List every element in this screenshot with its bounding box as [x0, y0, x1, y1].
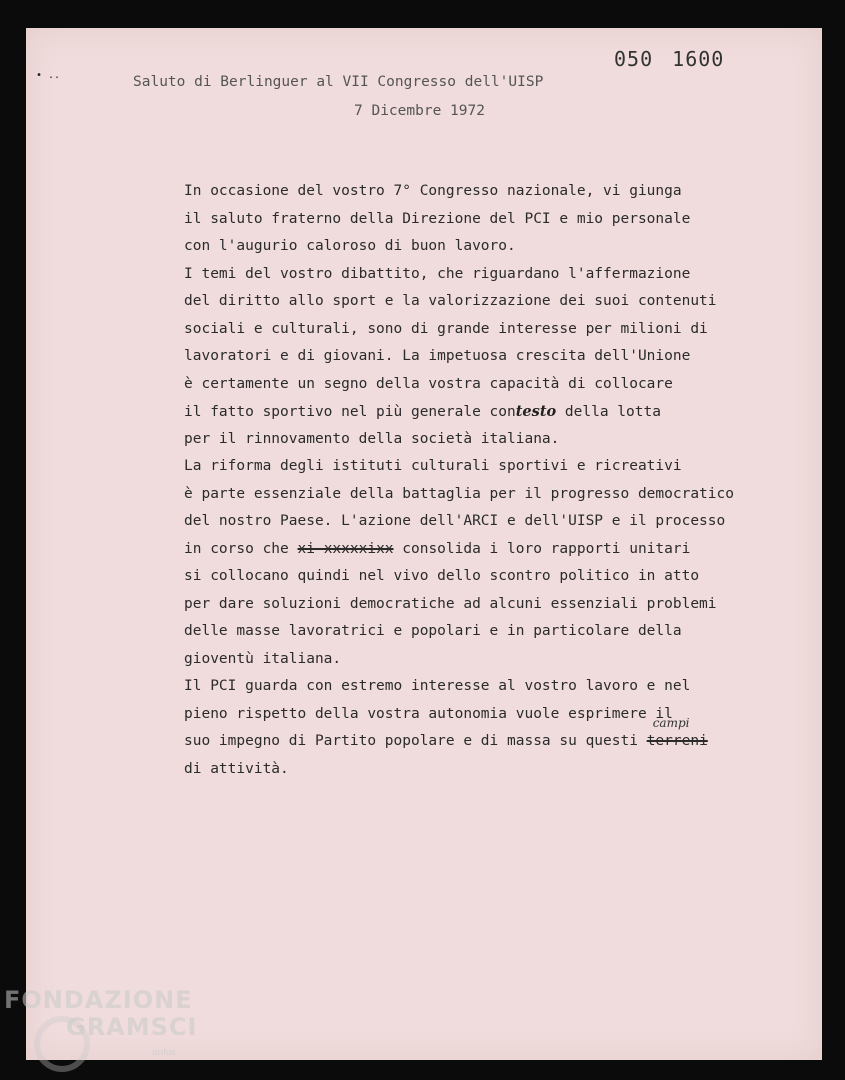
body-line: sociali e culturali, sono di grande interesse per milioni di	[184, 320, 708, 337]
correction-group	[646, 716, 708, 756]
document-heading: Saluto di Berlinguer al VII Congresso dell'UISP	[133, 74, 544, 90]
body-line: delle masse lavoratrici e popolari e in particolare della	[184, 623, 682, 639]
document-page	[26, 28, 822, 1060]
corner-marks: • ..	[36, 70, 61, 81]
body-text-segment: della lotta	[556, 404, 661, 420]
body-line: per dare soluzioni democratiche ad alcuni essenziali problemi	[184, 595, 717, 612]
body-line: è certamente un segno della vostra capacità di collocare	[184, 375, 673, 392]
body-line	[184, 398, 784, 426]
body-line: del nostro Paese. L'azione dell'ARCI e dell'UISP e il processo	[184, 513, 726, 529]
body-text-segment: consolida i loro rapporti unitari	[393, 540, 691, 557]
document-date: 7 Dicembre 1972	[354, 103, 485, 119]
body-line: Il PCI guarda con estremo interesse al vostro lavoro e nel	[184, 678, 691, 694]
body-text-segment: il fatto sportivo nel più generale con	[184, 404, 516, 420]
body-line: il saluto fraterno della Direzione del PCI e mio personale	[184, 210, 691, 227]
watermark-line-1: FONDAZIONE	[4, 986, 193, 1014]
watermark-line-3: onlus	[152, 1048, 177, 1058]
watermark-logo	[4, 986, 198, 1058]
body-line: si collocano quindi nel vivo dello scontro politico in atto	[184, 568, 700, 584]
watermark-circle-icon	[34, 1016, 90, 1072]
letter-body	[184, 178, 784, 783]
watermark-line-2: GRAMSCI	[66, 1013, 198, 1041]
body-line: I temi del vostro dibattito, che riguardano l'affermazione	[184, 265, 691, 282]
body-text-segment: in corso che	[184, 540, 298, 557]
body-line: lavoratori e di giovani. La impetuosa crescita dell'Unione	[184, 348, 691, 364]
body-line: del diritto allo sport e la valorizzazione dei suoi contenuti	[184, 293, 717, 309]
body-line: per il rinnovamento della società italiana.	[184, 430, 560, 447]
archive-number: 050 1600	[614, 47, 725, 71]
body-line: La riforma degli istituti culturali sportivi e ricreativi	[184, 458, 682, 474]
handwritten-correction: testo	[515, 403, 557, 420]
body-line	[184, 536, 784, 564]
body-line	[184, 716, 784, 756]
body-line: con l'augurio caloroso di buon lavoro.	[184, 238, 516, 254]
struck-out-text: xi xxxxxixx	[297, 540, 394, 557]
body-line: In occasione del vostro 7° Congresso nazionale, vi giunga	[184, 183, 682, 199]
body-text-segment: suo impegno di Partito popolare e di massa su questi	[184, 733, 647, 749]
struck-out-text: terreni	[646, 733, 708, 749]
body-line: di attività.	[184, 760, 289, 777]
body-line: pieno rispetto della vostra autonomia vuole esprimere il	[184, 705, 673, 722]
body-line: gioventù italiana.	[184, 650, 342, 667]
handwritten-correction: campi	[652, 716, 690, 730]
body-line: è parte essenziale della battaglia per il progresso democratico	[184, 485, 734, 502]
